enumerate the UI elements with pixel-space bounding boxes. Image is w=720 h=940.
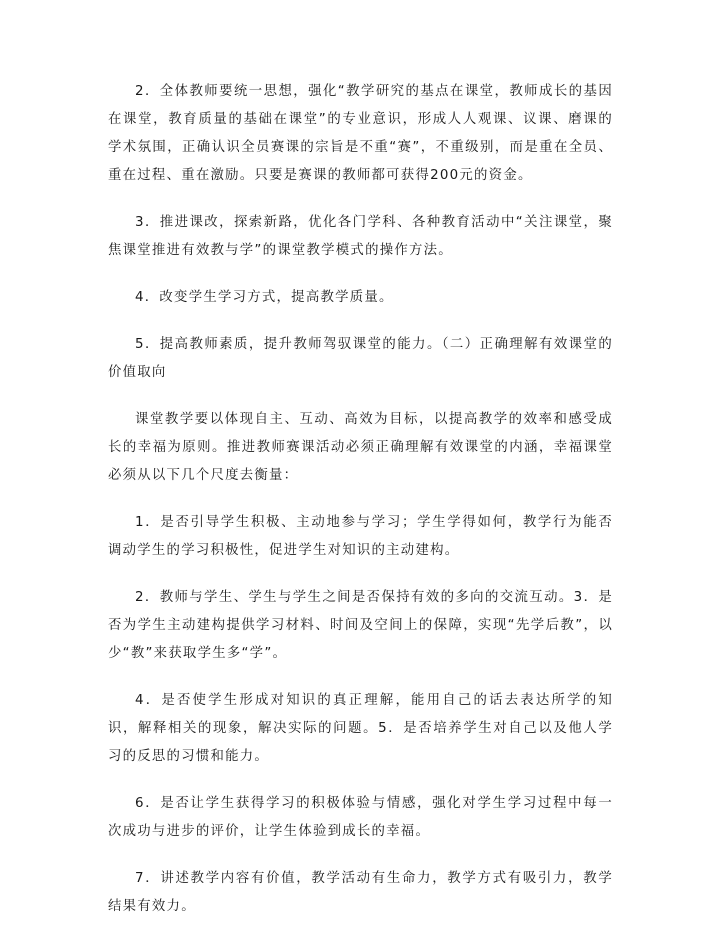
criteria-item-1: 1．是否引导学生积极、主动地参与学习；学生学得如何，教学行为能否调动学生的学习积极性，促进学生对知识的主动建构。 [108,515,613,558]
criteria-item-6: 6．是否让学生获得学习的积极体验与情感，强化对学生学习过程中每一次成功与进步的评价，让学生体验到成长的幸福。 [108,796,613,839]
criteria-item-4-5: 4．是否使学生形成对知识的真正理解，能用自己的话去表达所学的知识，解释相关的现象，解决实际的问题。5．是否培养学生对自己以及他人学习的反思的习惯和能力。 [108,693,613,764]
criteria-item-7: 7．讲述教学内容有价值，教学活动有生命力，教学方式有吸引力，教学结果有效力。 [108,871,613,914]
document-body [108,78,613,940]
paragraph-intro: 课堂教学要以体现自主、互动、高效为目标，以提高教学的效率和感受成长的幸福为原则。推进教师赛课活动必须正确理解有效课堂的内涵，幸福课堂必须从以下几个尺度去衡量： [108,412,613,483]
criteria-item-2-3: 2．教师与学生、学生与学生之间是否保持有效的多向的交流互动。3．是否为学生主动建构提供学习材料、时间及空间上的保障，实现“先学后教”，以少“教”来获取学生多“学”。 [108,590,613,661]
paragraph-item-5-section-2-heading: 5．提高教师素质，提升教师驾驭课堂的能力。（二）正确理解有效课堂的价值取向 [108,337,613,380]
paragraph-item-3: 3．推进课改，探索新路，优化各门学科、各种教育活动中“关注课堂，聚焦课堂推进有效教与学”的课堂教学模式的操作方法。 [108,215,613,258]
paragraph-item-2: 2．全体教师要统一思想，强化“教学研究的基点在课堂，教师成长的基因在课堂，教育质量的基础在课堂”的专业意识，形成人人观课、议课、磨课的学术氛围，正确认识全员赛课的宗旨是不重“赛”，不重级别，而是重在全员、重在过程、重在激励。只要是赛课的教师都可获得200元的资金。 [108,84,613,183]
paragraph-item-4: 4．改变学生学习方式，提高教学质量。 [135,290,394,305]
